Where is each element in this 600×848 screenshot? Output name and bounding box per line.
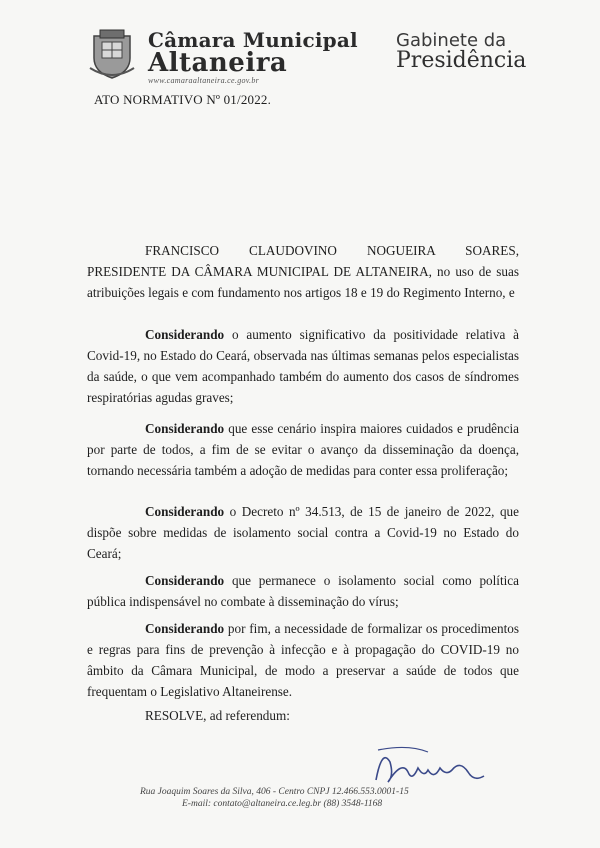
footer <box>140 786 480 810</box>
brand-title: Câmara Municipal <box>148 28 358 52</box>
footer-address: Rua Joaquim Soares da Silva, 406 - Centro CNPJ 12.466.553.0001-15 <box>140 787 409 797</box>
considerando-label: Considerando <box>145 504 225 519</box>
considerando-text: o Decreto nº 34.513, de 15 de janeiro de 2022, que dispõe sobre medidas de isolamento social contra a Covid-19 no Estado do Ceará; <box>87 504 519 561</box>
considerando-label: Considerando <box>145 573 225 588</box>
considerando-text: que permanece o isolamento social como política pública indispensável no combate à disseminação do vírus; <box>87 573 519 609</box>
considerando-text: que esse cenário inspira maiores cuidados e prudência por parte de todos, a fim de se evitar o avanço da disseminação da doença, tornando necessária também a adoção de medidas para conter essa proliferação; <box>87 421 519 478</box>
coat-of-arms-icon <box>88 28 136 80</box>
intro-paragraph <box>87 240 519 303</box>
president-name: FRANCISCO CLAUDOVINO NOGUEIRA SOARES, <box>145 243 519 258</box>
considerando-label: Considerando <box>145 421 225 436</box>
letterhead <box>88 28 527 86</box>
considerando-text: por fim, a necessidade de formalizar os procedimentos e regras para fins de prevenção à infecção e à propagação do COVID-19 no âmbito da Câmara Municipal, de modo a preservar a saúde de todos que frequentam o Legislativo Altaneirense. <box>87 621 519 699</box>
considerando-label: Considerando <box>145 327 225 342</box>
brand-block <box>148 28 358 85</box>
considerando-label: Considerando <box>145 621 225 636</box>
footer-contact: E-mail: contato@altaneira.ce.leg.br (88) 3548-1168 <box>182 799 383 809</box>
brand-city: Altaneira <box>148 48 288 78</box>
president-role: PRESIDENTE DA CÂMARA MUNICIPAL DE ALTANEIRA, <box>87 264 432 279</box>
considerando-paragraph <box>87 618 519 702</box>
signature-icon <box>368 742 488 792</box>
considerando-paragraph <box>87 570 519 612</box>
considerando-paragraph <box>87 418 519 481</box>
considerando-paragraph <box>87 501 519 564</box>
office-block <box>396 30 526 73</box>
considerando-paragraph <box>87 324 519 408</box>
office-line2: Presidência <box>396 48 527 73</box>
considerando-text: o aumento significativo da positividade relativa à Covid-19, no Estado do Ceará, observada nas últimas semanas pelos especialistas da saúde, o que vem acompanhado também do aumento dos casos de síndromes respiratórias agudas graves; <box>87 327 519 405</box>
intro-text: no uso de suas atribuições legais e com fundamento nos artigos 18 e 19 do Regimento Interno, e <box>87 264 520 300</box>
resolve-line: RESOLVE, ad referendum: <box>145 708 290 723</box>
office-line1: Gabinete da <box>396 30 507 51</box>
brand-url: www.camaraaltaneira.ce.gov.br <box>148 76 260 85</box>
document-title: ATO NORMATIVO Nº 01/2022. <box>94 92 272 107</box>
